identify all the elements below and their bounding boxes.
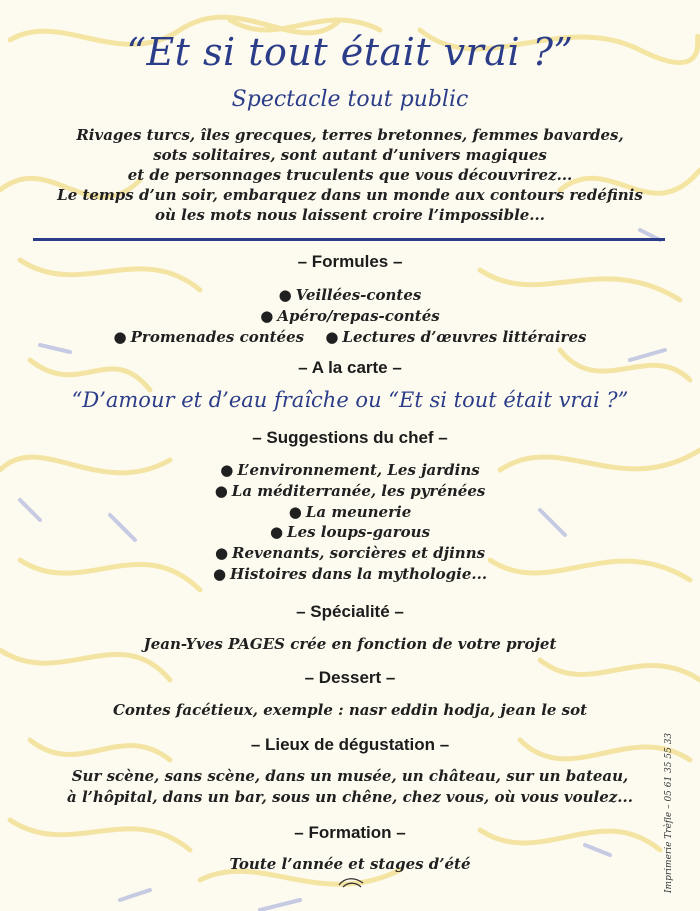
bullet-dot-icon: ● [278, 286, 292, 304]
bullet-dot-icon: ● [214, 544, 229, 563]
dessert-text: Contes facétieux, exemple : nasr eddin hodja, jean le sot [112, 701, 588, 719]
intro-paragraph [30, 125, 670, 225]
bullet-dot-icon: ● [214, 481, 228, 500]
flourish-ornament-icon [337, 875, 365, 891]
list-item: ● Histoires dans la mythologie... [212, 564, 488, 583]
formules-heading: – Formules – [297, 252, 403, 271]
list-item: ● L’environnement, Les jardins [220, 461, 480, 479]
bullet-dot-icon: ● [325, 327, 339, 346]
dessert-heading: – Dessert – [304, 668, 396, 687]
bullet-dot-icon: ● [113, 327, 127, 346]
suggestions-heading: – Suggestions du chef – [252, 428, 448, 447]
specialite-text: Jean-Yves PAGES crée en fonction de votre projet [143, 635, 557, 653]
carte-text: “D’amour et d’eau fraîche ou “Et si tout était vrai ?” [71, 388, 629, 412]
bullet-dot-icon: ● [288, 502, 302, 521]
lieux-heading: – Lieux de dégustation – [250, 735, 450, 754]
formules-list [0, 285, 700, 347]
carte-heading: – A la carte – [298, 358, 402, 377]
bullet-dot-icon: ● [260, 306, 274, 325]
list-item: ● Revenants, sorcières et djinns [214, 544, 486, 563]
bullet-dot-icon: ● [212, 564, 227, 583]
divider-rule [33, 238, 665, 241]
lieux-text: Sur scène, sans scène, dans un musée, un château, sur un bateau, à l’hôpital, dans un bar, sous un chêne, chez vous, où vous voulez... [67, 767, 633, 806]
subtitle: Spectacle tout public [231, 87, 469, 112]
intro-line: Rivages turcs, îles grecques, terres bretonnes, femmes bavardes, [76, 126, 624, 144]
imprint-credit: Imprimerie Trèfle – 05 61 35 55 33 [664, 732, 674, 893]
bullet-dot-icon: ● [220, 461, 234, 479]
list-item: ● Les loups-garous [269, 523, 431, 542]
list-item: ● La méditerranée, les pyrénées [214, 481, 486, 500]
list-item: ● Apéro/repas-contés [260, 306, 440, 325]
suggestions-list [0, 460, 700, 585]
list-item: ● Lectures d’œuvres littéraires [325, 327, 587, 346]
list-item: ● Veillées-contes [278, 286, 422, 304]
list-item: ● La meunerie [288, 502, 412, 521]
specialite-heading: – Spécialité – [296, 602, 404, 621]
formation-heading: – Formation – [294, 823, 406, 842]
bullet-dot-icon: ● [269, 523, 284, 542]
intro-line: Le temps d’un soir, embarquez dans un monde aux contours redéfinis [57, 186, 643, 204]
intro-line: où les mots nous laissent croire l’impossible... [155, 206, 545, 224]
page-title: “Et si tout était vrai ?” [126, 30, 574, 74]
intro-line: sots solitaires, sont autant d’univers magiques [153, 146, 547, 164]
intro-line: et de personnages truculents que vous découvrirez... [127, 166, 573, 184]
formation-text: Toute l’année et stages d’été [229, 855, 471, 873]
list-item: ● Promenades contées [113, 327, 305, 346]
